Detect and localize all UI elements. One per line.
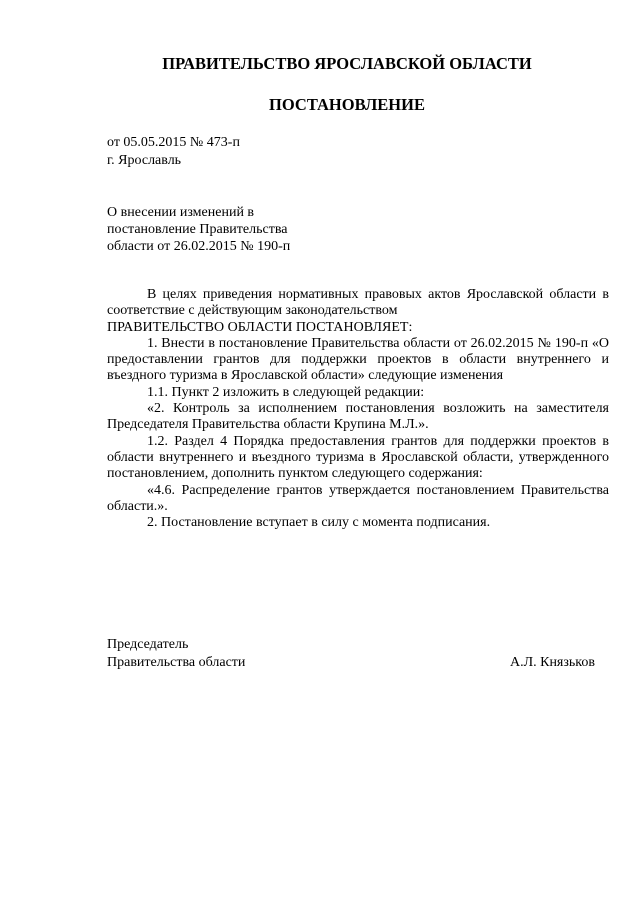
- subject-line-2: постановление Правительства: [107, 222, 288, 237]
- city: г. Ярославль: [107, 153, 182, 168]
- position-organization: Правительства области: [107, 655, 246, 670]
- document-body: [107, 287, 609, 531]
- item-1-1-paragraph: 1.1. Пункт 2 изложить в следующей редакции:: [147, 384, 425, 400]
- item-2-paragraph: 2. Постановление вступает в силу с момента подписания.: [147, 515, 491, 531]
- government-title: ПРАВИТЕЛЬСТВО ЯРОСЛАВСКОЙ ОБЛАСТИ: [162, 54, 532, 73]
- resolves-paragraph: ПРАВИТЕЛЬСТВО ОБЛАСТИ ПОСТАНОВЛЯЕТ:: [107, 319, 413, 335]
- document-header: [107, 54, 533, 115]
- date-number: от 05.05.2015 № 473-п: [107, 135, 240, 150]
- signature-position-line-2: [107, 654, 595, 672]
- document-subject: [107, 204, 367, 255]
- position-title: Председатель: [107, 637, 189, 652]
- subject-line-3: области от 26.02.2015 № 190-п: [107, 239, 291, 254]
- item-1-1-text-paragraph: «2. Контроль за исполнением постановления возложить на заместителя Председателя Правительства области Крупина М.Л.».: [107, 401, 609, 433]
- item-1-2-text-paragraph: «4.6. Распределение грантов утверждается постановлением Правительства области.».: [107, 482, 609, 514]
- document-meta: [107, 134, 240, 170]
- signature-position-line-1: [107, 636, 595, 654]
- signer-name: А.Л. Князьков: [510, 655, 595, 670]
- preamble-paragraph: В целях приведения нормативных правовых актов Ярославской области в соответствие с действующим законодательством: [107, 287, 609, 319]
- document-type-title: ПОСТАНОВЛЕНИЕ: [269, 95, 425, 114]
- item-1-2-paragraph: 1.2. Раздел 4 Порядка предоставления грантов для поддержки проектов в области внутреннего и въездного туризма в Ярославской области, утвержденного постановлением, дополнить пунктом следующего содержания:: [107, 433, 609, 482]
- item-1-paragraph: 1. Внести в постановление Правительства области от 26.02.2015 № 190-п «О предоставлении грантов для поддержки проектов в области внутреннего и въездного туризма в Ярославской области» следующие изменения: [107, 335, 609, 384]
- signature-block: [107, 636, 595, 672]
- subject-line-1: О внесении изменений в: [107, 205, 255, 220]
